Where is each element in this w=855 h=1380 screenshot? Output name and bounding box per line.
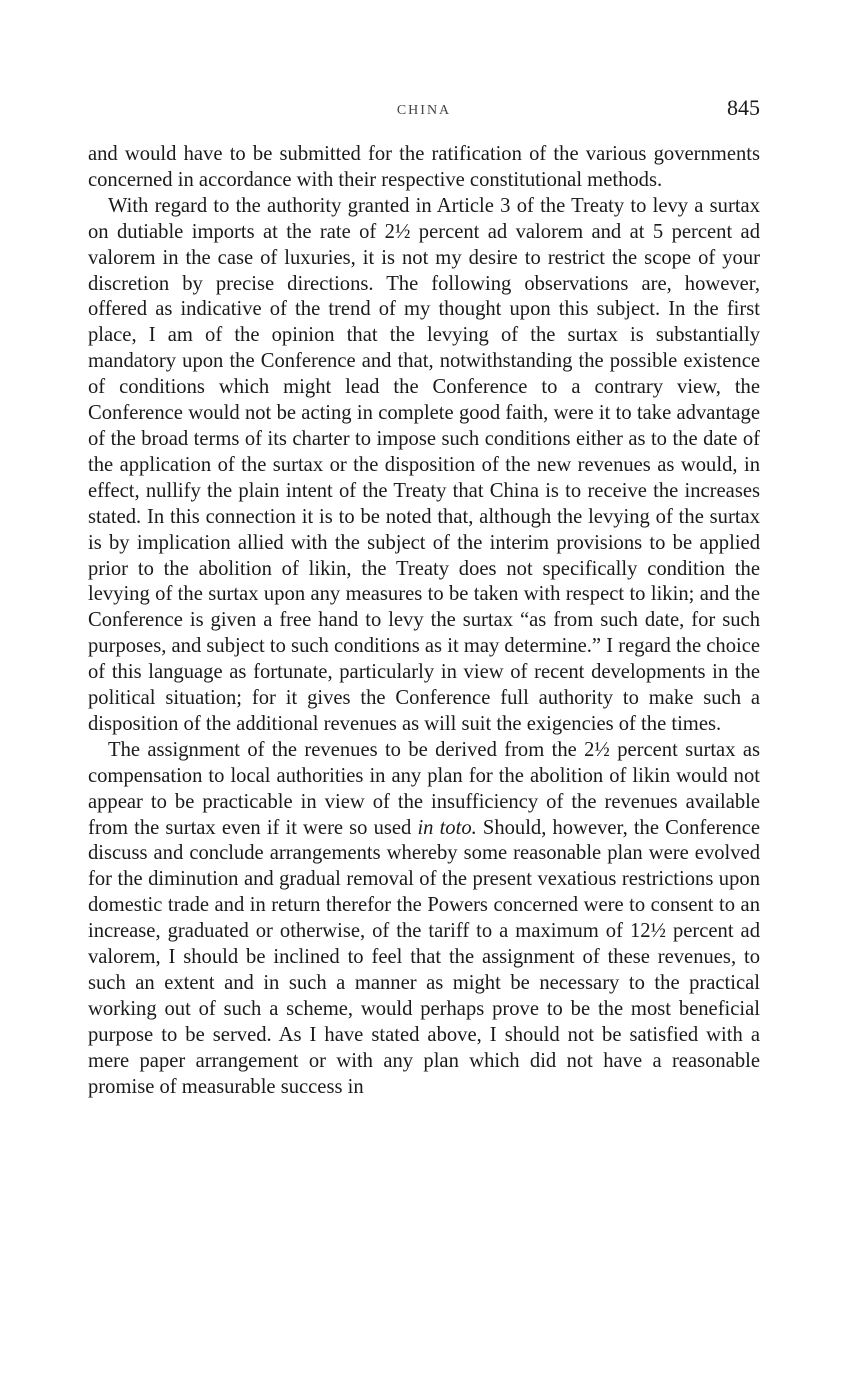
paragraph-text-after-italic: Should, however, the Conference discuss and conclude arrangements whereby some reasonable plan were evolved for the diminution and gradual removal of the present vexatious restrictions upon domestic trade and in return therefor the Powers concerned were to consent to an increase, graduated or otherwise, of the tariff to a maximum of 12½ percent ad valorem, I should be inclined to feel that the assignment of these revenues, to such an extent and in such a manner as might be necessary to the practical working out of such a scheme, would perhaps prove to be the most beneficial purpose to be served. As I have stated above, I should not be satisfied with a mere paper arrangement or with any plan which did not have a reasonable promise of measurable success in: [88, 816, 760, 1098]
italic-phrase: in toto.: [417, 816, 477, 839]
paragraph-text-before-italic: The assignment of the revenues to be derived from the 2½ percent surtax as compensation to local authorities in any plan for the abolition of likin would not appear to be practicable in view of the insufficiency of the revenues available from the surtax even if it were so used: [88, 738, 760, 839]
paragraph-revenue-assignment: [88, 738, 760, 1101]
running-head: [88, 95, 760, 125]
page-number: 845: [727, 95, 760, 120]
paragraph-surtax-authority: With regard to the authority granted in Article 3 of the Treaty to levy a surtax on dutiable imports at the rate of 2½ percent ad valorem and at 5 percent ad valorem in the case of luxuries, it is not my desire to restrict the scope of your discretion by precise directions. The following observations are, however, offered as indicative of the trend of my thought upon this subject. In the first place, I am of the opinion that the levying of the surtax is substantially mandatory upon the Conference and that, notwithstanding the possible existence of conditions which might lead the Conference to a contrary view, the Conference would not be acting in complete good faith, were it to take advantage of the broad terms of its charter to impose such conditions either as to the date of the application of the surtax or the disposition of the new revenues as would, in effect, nullify the plain intent of the Treaty that China is to receive the increases stated. In this connection it is to be noted that, although the levying of the surtax is by implication allied with the subject of the interim provisions to be applied prior to the abolition of likin, the Treaty does not specifically condition the levying of the surtax upon any measures to be taken with respect to likin; and the Conference is given a free hand to levy the surtax “as from such date, for such purposes, and subject to such conditions as it may determine.” I regard the choice of this language as fortunate, particularly in view of recent developments in the political situation; for it gives the Conference full authority to make such a disposition of the additional revenues as will suit the exigencies of the times.: [88, 194, 760, 735]
running-title: CHINA: [396, 103, 452, 118]
paragraph-continued: and would have to be submitted for the ratification of the various governments concerned in accordance with their respective constitutional methods.: [88, 143, 760, 191]
body-text: [88, 142, 760, 1101]
